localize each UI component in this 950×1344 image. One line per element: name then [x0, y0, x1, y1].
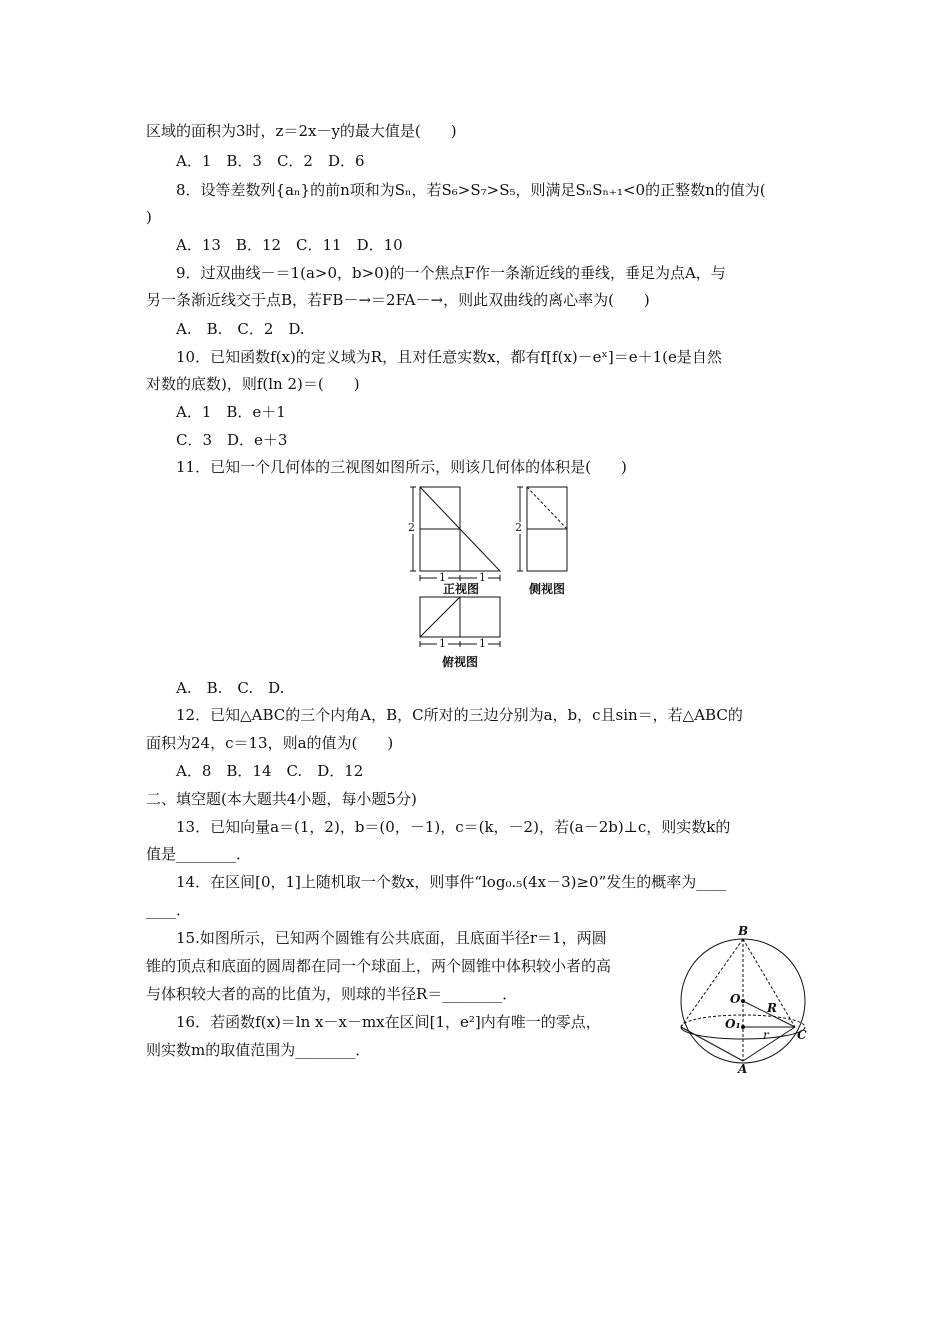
question-12: 12．已知△ABC的三个内角A，B，C所对的三边分别为a，b，c且sin＝，若△ABC的 — [176, 706, 743, 724]
options-line: A. B. C．2 D. — [176, 320, 305, 338]
options-line: A．8 B．14 C. D．12 — [176, 762, 364, 780]
options-line: A．1 B．e＋1 — [176, 403, 286, 421]
side-view-caption: 侧视图 — [529, 582, 566, 596]
label-B: B — [738, 924, 749, 938]
label-O: O — [730, 992, 741, 1006]
text-line: 值是________． — [146, 845, 252, 863]
options-line: A．13 B．12 C．11 D．10 — [176, 236, 403, 254]
label-C: C — [797, 1028, 807, 1042]
text-line: 则实数m的取值范围为________． — [146, 1041, 371, 1059]
section-heading: 二、填空题(本大题共4小题，每小题5分) — [146, 790, 417, 808]
label-O1: O₁ — [725, 1017, 741, 1031]
text-line: 另一条渐近线交于点B，若FB－→＝2FA－→，则此双曲线的离心率为( ) — [146, 291, 650, 309]
label-A: A — [738, 1062, 748, 1076]
top-width-label-2: 1 — [479, 637, 486, 650]
front-width-label-2: 1 — [479, 571, 486, 584]
three-view-figure — [405, 483, 585, 673]
question-9: 9．过双曲线－＝1(a>0，b>0)的一个焦点F作一条渐近线的垂线，垂足为点A，与 — [176, 264, 726, 282]
side-height-label: 2 — [515, 521, 522, 534]
text-line: 与体积较大者的高的比值为，则球的半径R＝________． — [146, 985, 518, 1003]
question-11: 11．已知一个几何体的三视图如图所示，则该几何体的体积是( ) — [176, 458, 627, 476]
front-height-label: 2 — [408, 521, 415, 534]
question-13: 13．已知向量a＝(1，2)，b＝(0，－1)，c＝(k，－2)，若(a－2b)⊥c，则实数k的 — [176, 818, 731, 836]
question-15: 15.如图所示，已知两个圆锥有公共底面，且底面半径r＝1，两圆 — [176, 929, 607, 947]
options-line: A. B. C. D. — [176, 679, 285, 697]
text-line: ) — [146, 208, 152, 226]
sphere-cone-figure — [675, 924, 815, 1076]
question-8: 8．设等差数列{aₙ}的前n项和为Sₙ，若S₆>S₇>S₅，则满足SₙSₙ₊₁<0的正整数n的值为( — [176, 181, 766, 199]
question-10: 10．已知函数f(x)的定义域为R，且对任意实数x，都有f[f(x)－eˣ]＝e＋1(e是自然 — [176, 348, 722, 366]
text-line: 面积为24，c＝13，则a的值为( ) — [146, 734, 394, 752]
question-14: 14．在区间[0，1]上随机取一个数x，则事件“log₀.₅(4x－3)≥0”发生的概率为____ — [176, 873, 727, 891]
options-line: A．1 B．3 C．2 D．6 — [176, 152, 365, 170]
top-view-caption: 俯视图 — [442, 655, 479, 669]
label-R: R — [767, 1001, 777, 1015]
question-16: 16．若函数f(x)＝ln x－x－mx在区间[1，e²]内有唯一的零点， — [176, 1013, 601, 1031]
options-line: C．3 D．e＋3 — [176, 431, 288, 449]
top-width-label-1: 1 — [439, 637, 446, 650]
text-line: 区域的面积为3时，z＝2x－y的最大值是( ) — [146, 122, 457, 140]
text-line: 对数的底数)，则f(ln 2)＝( ) — [146, 375, 360, 393]
text-line: 锥的顶点和底面的圆周都在同一个球面上，两个圆锥中体积较小者的高 — [146, 957, 612, 975]
text-line: ____． — [146, 901, 192, 919]
front-width-label-1: 1 — [439, 571, 446, 584]
label-r: r — [763, 1028, 769, 1042]
front-view-caption: 正视图 — [443, 582, 480, 596]
